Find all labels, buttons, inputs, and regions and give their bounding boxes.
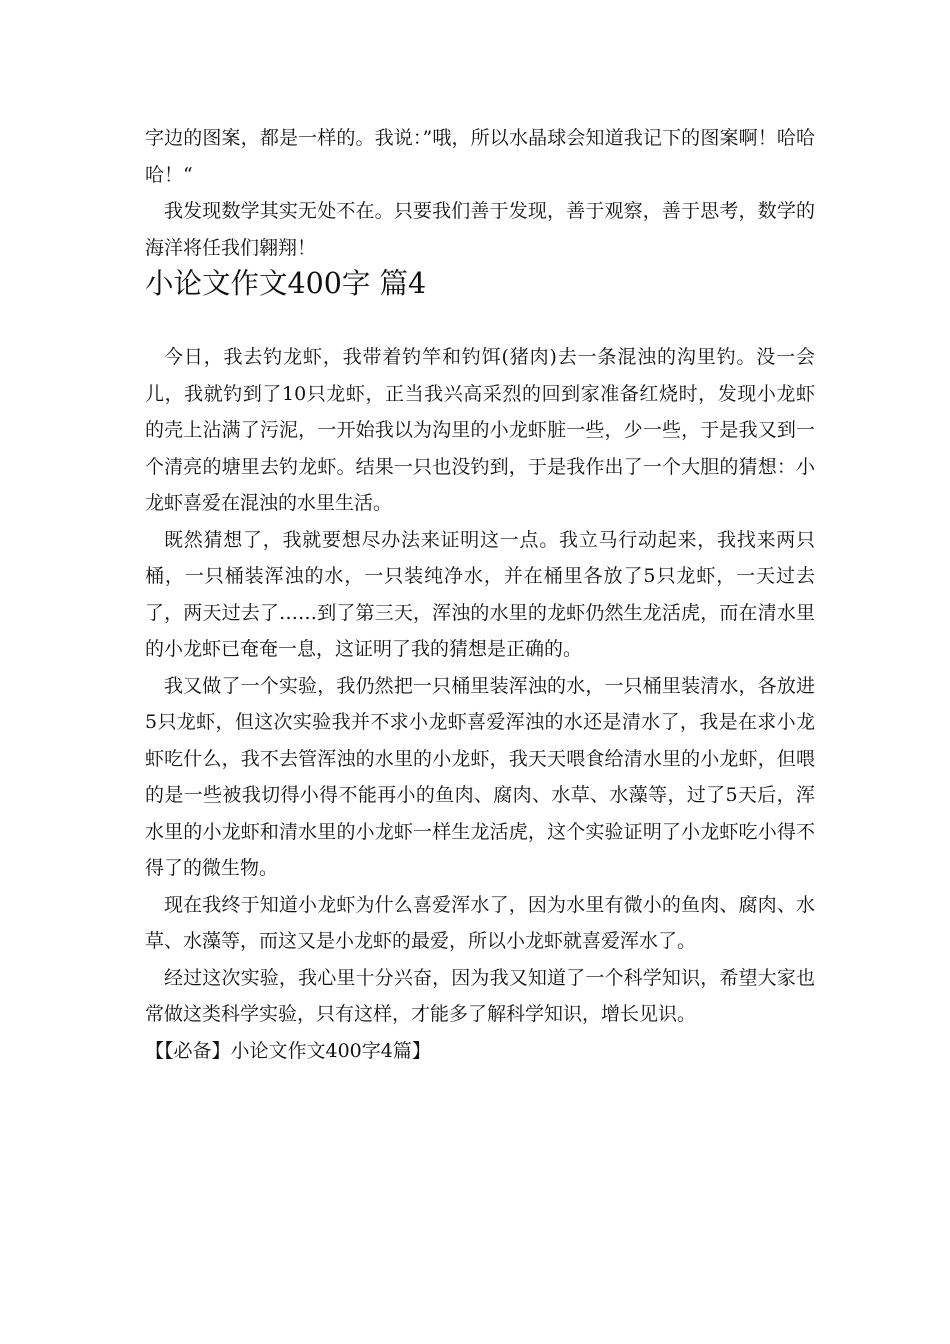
blank-line <box>145 303 815 340</box>
body-paragraph: 既然猜想了，我就要想尽办法来证明这一点。我立马行动起来，我找来两只桶，一只桶装浑浊的水，一只装纯净水，并在桶里各放了5只龙虾，一天过去了，两天过去了……到了第三天，浑浊的水里的龙虾仍然生龙活虎，而在清水里的小龙虾已奄奄一息，这证明了我的猜想是正确的。 <box>145 528 815 660</box>
body-paragraph: 我又做了一个实验，我仍然把一只桶里装浑浊的水，一只桶里装清水，各放进5只龙虾，但这次实验我并不求小龙虾喜爱浑浊的水还是清水了，我是在求小龙虾吃什么，我不去管浑浊的水里的小龙虾，我天天喂食给清水里的小龙虾，但喂的是一些被我切得小得不能再小的鱼肉、腐肉、水草、水藻等，过了5天后，浑水里的小龙虾和清水里的小龙虾一样生龙活虎，这个实验证明了小龙虾吃小得不得了的微生物。 <box>145 674 815 879</box>
continuation-paragraph: 字边的图案，都是一样的。我说：”哦，所以水晶球会知道我记下的图案啊！哈哈哈！“ <box>145 127 815 186</box>
body-paragraph: 今日，我去钓龙虾，我带着钓竿和钓饵(猪肉)去一条混浊的沟里钓。没一会儿，我就钓到了10只龙虾，正当我兴高采烈的回到家准备红烧时，发现小龙虾的壳上沾满了污泥，一开始我以为沟里的小龙虾脏一些，少一些，于是我又到一个清亮的塘里去钓龙虾。结果一只也没钓到，于是我作出了一个大胆的猜想：小龙虾喜爱在混浊的水里生活。 <box>145 346 815 514</box>
math-paragraph: 我发现数学其实无处不在。只要我们善于发现，善于观察，善于思考，数学的海洋将任我们翱翔！ <box>145 200 815 259</box>
body-paragraph: 经过这次实验，我心里十分兴奋，因为我又知道了一个科学知识，希望大家也常做这类科学实验，只有这样，才能多了解科学知识，增长见识。 <box>145 966 815 1025</box>
document-page <box>145 120 815 1069</box>
footer-title: 【【必备】小论文作文400字4篇】 <box>145 1039 431 1062</box>
body-paragraph: 现在我终于知道小龙虾为什么喜爱浑水了，因为水里有微小的鱼肉、腐肉、水草、水藻等，而这又是小龙虾的最爱，所以小龙虾就喜爱浑水了。 <box>145 893 815 952</box>
section-heading: 小论文作文400字 篇4 <box>145 267 427 300</box>
